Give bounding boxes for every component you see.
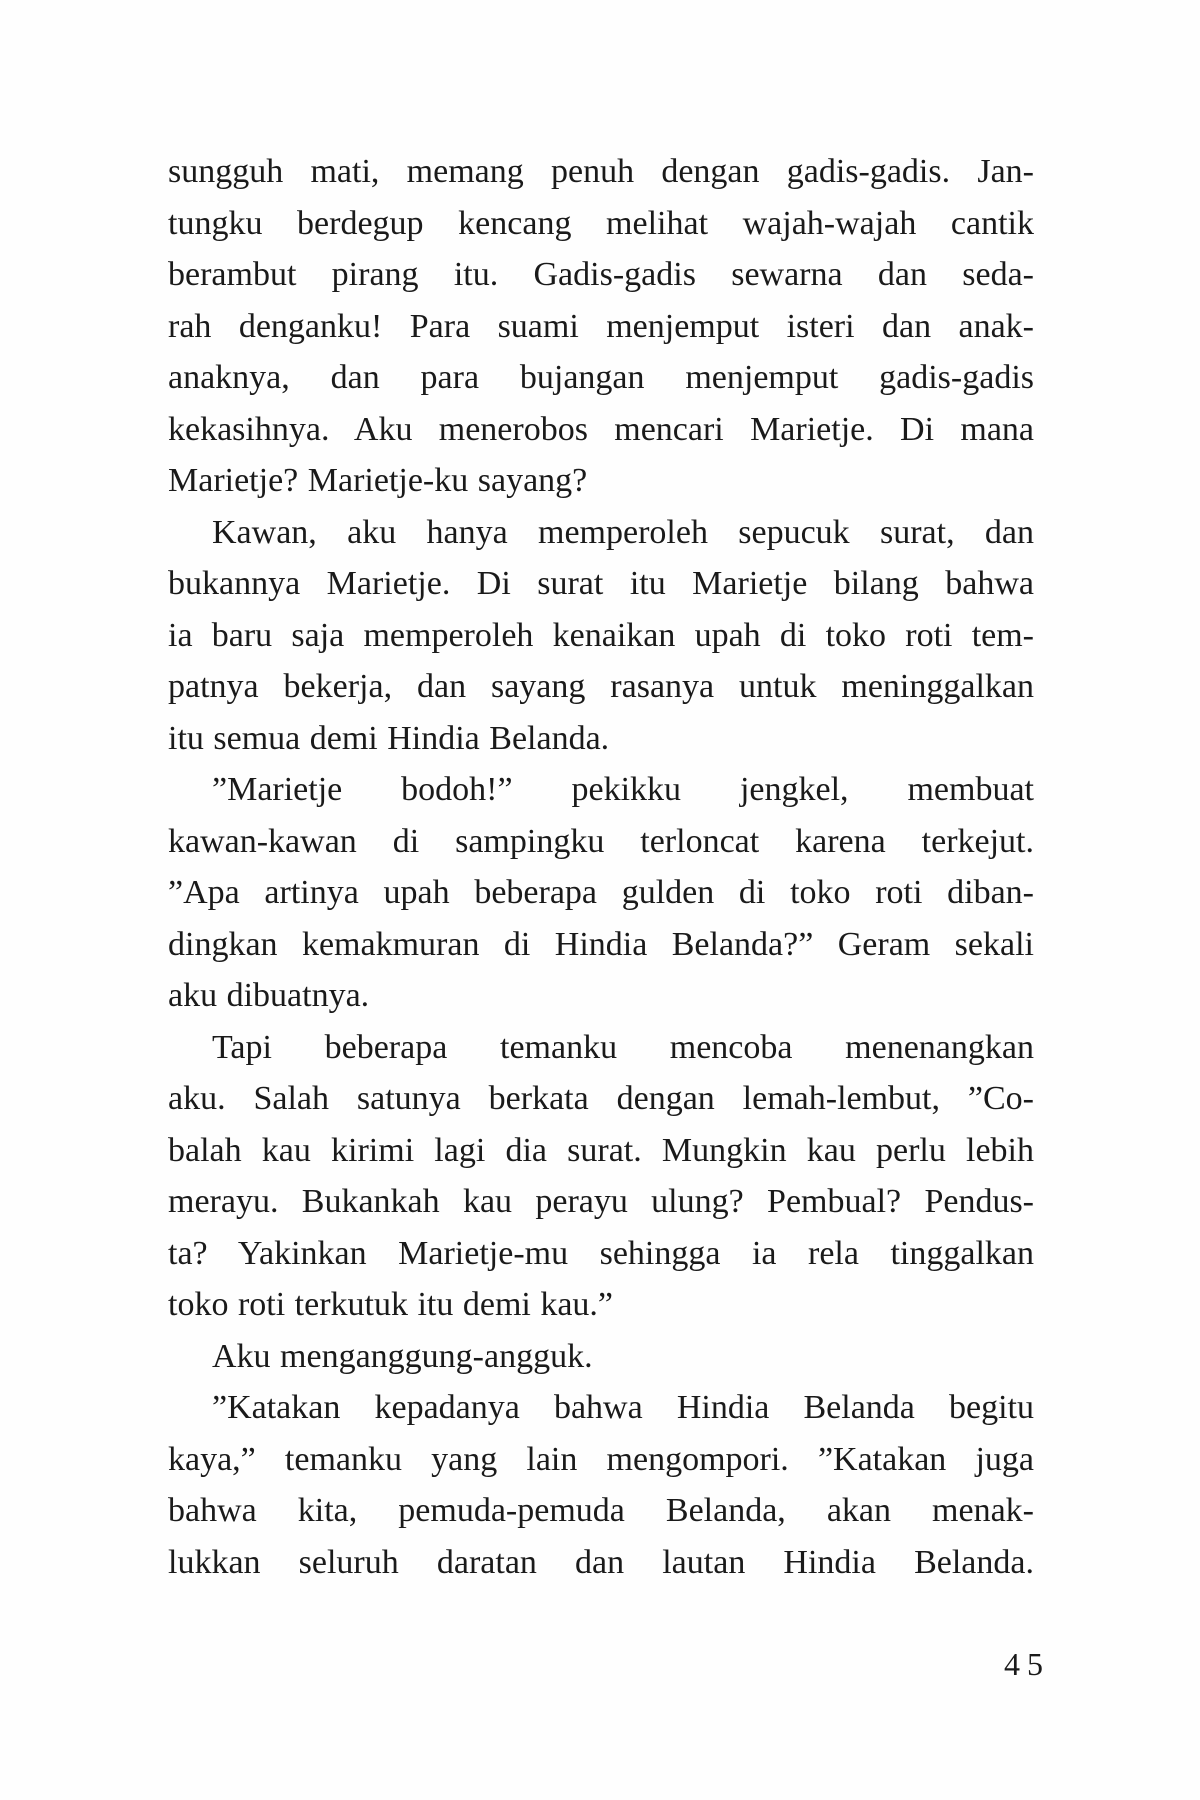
text-line: rah denganku! Para suami menjemput isteri dan anak- (168, 307, 1034, 345)
text-line: patnya bekerja, dan sayang rasanya untuk meninggalkan (168, 668, 1034, 705)
text-line: toko roti terkutuk itu demi kau.” (168, 1286, 614, 1323)
text-line: Marietje? Marietje-ku sayang? (168, 462, 588, 499)
text-line: kaya,” temanku yang lain mengompori. ”Katakan juga (168, 1440, 1034, 1478)
text-line: merayu. Bukankah kau perayu ulung? Pembual? Pendus- (168, 1183, 1034, 1220)
text-line: bukannya Marietje. Di surat itu Marietje bilang bahwa (168, 565, 1034, 602)
text-line: ”Katakan kepadanya bahwa Hindia Belanda begitu (212, 1389, 1034, 1426)
text-line: ”Apa artinya upah beberapa gulden di toko roti diban- (168, 874, 1034, 911)
text-line: ta? Yakinkan Marietje-mu sehingga ia rela tinggalkan (168, 1234, 1034, 1272)
text-line: Kawan, aku hanya memperoleh sepucuk surat, dan (212, 513, 1034, 551)
text-line: kekasihnya. Aku menerobos mencari Marietje. Di mana (168, 410, 1034, 448)
text-line: anaknya, dan para bujangan menjemput gadis-gadis (168, 359, 1034, 396)
text-line: bahwa kita, pemuda-pemuda Belanda, akan menak- (168, 1492, 1034, 1529)
text-line: sungguh mati, memang penuh dengan gadis-gadis. Jan- (168, 153, 1034, 190)
text-block (168, 146, 1034, 1588)
text-line: balah kau kirimi lagi dia surat. Mungkin kau perlu lebih (168, 1131, 1034, 1169)
text-line: kawan-kawan di sampingku terloncat karena terkejut. (168, 822, 1034, 860)
text-line: ia baru saja memperoleh kenaikan upah di toko roti tem- (168, 616, 1034, 654)
text-line: aku dibuatnya. (168, 977, 370, 1014)
text-line: berambut pirang itu. Gadis-gadis sewarna dan seda- (168, 256, 1034, 293)
text-line: Aku menganggung-angguk. (212, 1337, 593, 1375)
text-line: aku. Salah satunya berkata dengan lemah-lembut, ”Co- (168, 1080, 1034, 1117)
text-line: dingkan kemakmuran di Hindia Belanda?” Geram sekali (168, 925, 1034, 963)
text-line: Tapi beberapa temanku mencoba menenangkan (212, 1028, 1034, 1066)
text-line: ”Marietje bodoh!” pekikku jengkel, membuat (212, 771, 1034, 808)
text-line: tungku berdegup kencang melihat wajah-wajah cantik (168, 204, 1034, 242)
text-line: lukkan seluruh daratan dan lautan Hindia Belanda. (168, 1543, 1034, 1581)
page-number: 45 (1004, 1646, 1050, 1682)
text-line: itu semua demi Hindia Belanda. (168, 719, 610, 757)
